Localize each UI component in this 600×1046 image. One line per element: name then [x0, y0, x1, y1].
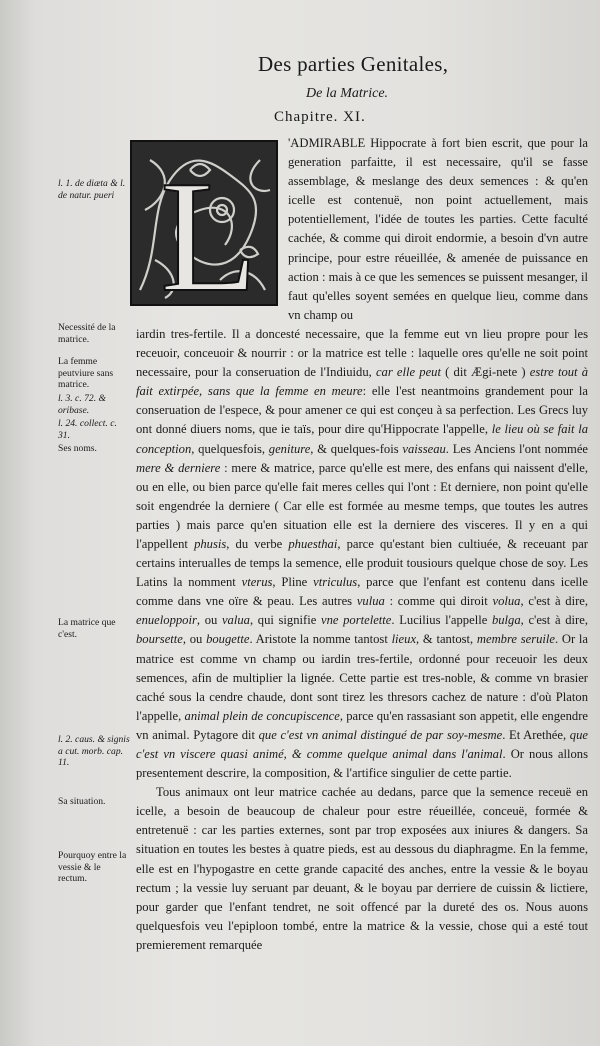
margin-note-7: La matrice que c'est.	[58, 617, 116, 640]
chapter-heading: Chapitre. XI.	[274, 109, 366, 125]
margin-note-10: Pourquoy entre la vessie & le rectum.	[58, 850, 127, 885]
initial-letter: L	[160, 147, 258, 306]
margin-note-3: La femme peutviure sans matrice.	[58, 356, 114, 391]
margin-note-8: l. 2. caus. & signis a cut. morb. cap. 11.	[58, 734, 130, 769]
margin-note-9: Sa situation.	[58, 796, 106, 807]
margin-note-6: Ses noms.	[58, 443, 97, 454]
running-head: Des parties Genitales,	[258, 52, 449, 76]
margin-note-4: l. 3. c. 72. & oribase.	[58, 393, 106, 416]
paragraph-1-lead: 'ADMIRABLE Hippocrate à fort bien escrit, que pour la generation parfaitte, il est necessaire, qu'il se fasse assemblage, & meslange des deux semences : & qu'en icelle est contenuë, non point actuellement, mais potentiellement, l'idée de toutes les parties. Cette faculté cachée, & comme qui diroit endormie, a besoin d'vn autre principe, pour estre réueillée, & amenée de puissance en action : mais à ce que les semences se puissent mesanger, il faut qu'elles soyent semées en quelque lieu, comme dans vn champ ou	[288, 136, 588, 322]
paragraph-1: 'ADMIRABLE Hippocrate à fort bien escrit, que pour la generation parfaitte, il est necessaire, qu'il se fasse assemblage, & meslange des deux semences : & qu'en icelle est contenuë, non point actuellement, mais potentiellement, l'idée de toutes les parties. Cette faculté cachée, & comme qui diroit endormie, a besoin d'vn autre principe, pour estre réueillée, & amenée de puissance en action : mais à ce que les semences se puissent mesanger, il faut qu'elles soyent semées en quelque lieu, comme dans vn champ ou iardin tres-fertile. Il a doncesté necessaire, que la femme eut vn lieu propre pour les receuoir, conceuoir & nourrir : or la matrice est telle : laquelle ores qu'elle ne soit point necessaire, pour la conseruation de l'Indiuidu, car elle peut ( dit Ægi-nete ) estre tout à fait extirpée, sans que la femme en meure: elle l'est neantmoins grandement pour la conseruation de l'espece, & pour amener ce qui est conçeu à sa perfection. Les Grecs luy ont donné diuers noms, que ie taïs, pour dire qu'Hippocrate l'appelle, le lieu où se fait la conception, quelquesfois, geniture, & quelques-fois vaisseau. Les Anciens l'ont nommée mere & derniere : mere & matrice, parce qu'elle est mere, des enfans qui naissent d'elle, ou en elle, ou bien parce qu'elle fait meres celles qui l'ont : Et derniere, non point qu'elle soit engendrée la derniere ( Car elle est formée au mesme temps, que toutes les autres parties ) mais parce qu'en situation elle est la derniere des visceres. Il y en a qui l'appellent phusis, du verbe phuesthai, parce qu'estant bien cultiuée, & receuant par certains interualles de temps la semence, elle produit tousiours quelque chose de soy. Les Latins la nomment vterus, Pline vtriculus, parce que l'enfant est contenu dans icelle comme dans vne oïre & peau. Les autres vulua : comme qui diroit volua, c'est à dire, enueloppoir, ou valua, qui signifie vne portelette. Lucilius l'appelle bulga, c'est à dire, boursette, ou bougette. Aristote la nomme tantost lieux, & tantost, membre seruile. Or la matrice est comme vn champ ou iardin tres-fertile, ordonné pour receuoir les deux semences, afin de multiplier la lignée. Cette partie est tres-noble, & comme vn brasier caché sous la cendre chaude, dont sont tirez les thresors cachez de nature : d'où Platon l'appelle, animal plein de concupiscence, parce qu'en rassasiant son appetit, elle engendre vn animal. Pytagore dit que c'est vn animal distingué de par soy-mesme. Et Arethée, que c'est vn viscere quasi animé, & comme quelque animal dans l'animal. Or nous allons presentement descrire, la composition, & l'artifice singulier de cette partie.	[136, 136, 589, 781]
margin-note-2: Necessité de la matrice.	[58, 322, 116, 345]
paragraph-2: Tous animaux ont leur matrice cachée au dedans, parce que la semence receuë en icelle, a besoin de beaucoup de chaleur pour estre réueillée, conceuë, formée & entretenuë : car les parties externes, sont par trop exposées aux iniures & dangers. Sa situation en toutes les bestes à quatre pieds, est au dessous du diaphragme. En la femme, elle est en l'hypogastre en cette grande capacité des anches, entre la vessie & le boyau rectum ; la vessie luy seruant par deuant, & le boyau par derriere de cuissin & lictiere, pour garder que l'enfant tendret, ne soit offencé par la dureté des os. Nous auons quelquesfois veu l'epiploon tombé, entre la matrice & la vessie, chose qui a esté tout premierement remarquée	[136, 785, 588, 952]
margin-note-5: l. 24. collect. c. 31.	[58, 418, 117, 441]
section-subhead: De la Matrice.	[306, 86, 389, 101]
chapter-body	[136, 134, 588, 955]
margin-note-1: l. 1. de diæta & l. de natur. pueri	[58, 178, 126, 201]
